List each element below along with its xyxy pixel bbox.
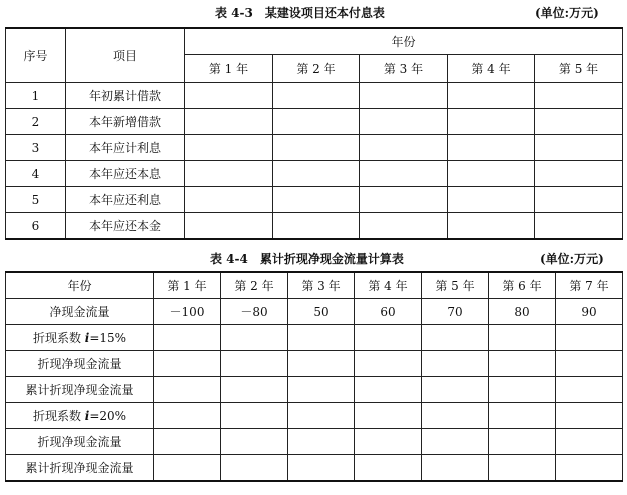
cell bbox=[221, 351, 288, 377]
table-row bbox=[6, 135, 623, 161]
cell bbox=[448, 187, 535, 213]
header-row bbox=[6, 272, 623, 299]
row-seq: 6 bbox=[6, 213, 66, 240]
cell bbox=[221, 325, 288, 351]
header-year: 第 5 年 bbox=[422, 272, 489, 299]
label-text: =20% bbox=[89, 409, 127, 423]
value-cell: 50 bbox=[288, 299, 355, 325]
label-text: 累计折现净现金流量 bbox=[25, 383, 134, 397]
cell bbox=[273, 135, 360, 161]
cell bbox=[448, 83, 535, 109]
table-row bbox=[6, 299, 623, 325]
cell bbox=[288, 351, 355, 377]
cell bbox=[221, 377, 288, 403]
label-text: 折现净现金流量 bbox=[37, 435, 122, 449]
cell bbox=[448, 213, 535, 240]
cell bbox=[556, 429, 623, 455]
value-cell: 80 bbox=[489, 299, 556, 325]
header-year: 第 4 年 bbox=[448, 55, 535, 83]
row-item: 本年新增借款 bbox=[66, 109, 185, 135]
cell bbox=[355, 325, 422, 351]
cell bbox=[489, 325, 556, 351]
cell bbox=[154, 403, 221, 429]
row-seq: 2 bbox=[6, 109, 66, 135]
cell bbox=[221, 455, 288, 482]
cell bbox=[221, 429, 288, 455]
label-variable: i bbox=[84, 331, 90, 345]
cell bbox=[185, 161, 273, 187]
cell bbox=[360, 187, 448, 213]
cell bbox=[288, 325, 355, 351]
row-seq: 3 bbox=[6, 135, 66, 161]
cell bbox=[556, 325, 623, 351]
cell bbox=[273, 83, 360, 109]
cell bbox=[535, 109, 623, 135]
cell bbox=[422, 403, 489, 429]
cell bbox=[355, 377, 422, 403]
table-row bbox=[6, 213, 623, 240]
cell bbox=[154, 325, 221, 351]
row-item: 年初累计借款 bbox=[66, 83, 185, 109]
cell bbox=[355, 351, 422, 377]
cell bbox=[185, 213, 273, 240]
table-row bbox=[6, 109, 623, 135]
cell bbox=[556, 377, 623, 403]
cell bbox=[154, 455, 221, 482]
table-row bbox=[6, 161, 623, 187]
cell bbox=[489, 403, 556, 429]
cell bbox=[185, 109, 273, 135]
row-item: 本年应计利息 bbox=[66, 135, 185, 161]
cell bbox=[154, 429, 221, 455]
table-row bbox=[6, 351, 623, 377]
table-row bbox=[6, 83, 623, 109]
cell bbox=[273, 187, 360, 213]
cell bbox=[489, 429, 556, 455]
label-text: 累计折现净现金流量 bbox=[25, 461, 134, 475]
repayment-table bbox=[5, 27, 623, 240]
cell bbox=[422, 377, 489, 403]
row-item: 本年应还本息 bbox=[66, 161, 185, 187]
cell bbox=[535, 83, 623, 109]
cell bbox=[273, 213, 360, 240]
cell bbox=[535, 161, 623, 187]
cell bbox=[535, 135, 623, 161]
table-row bbox=[6, 403, 623, 429]
cell bbox=[489, 377, 556, 403]
cell bbox=[489, 455, 556, 482]
cell bbox=[360, 83, 448, 109]
label-text: 折现净现金流量 bbox=[37, 357, 122, 371]
cell bbox=[154, 377, 221, 403]
table-row bbox=[6, 455, 623, 482]
cell bbox=[355, 455, 422, 482]
cell bbox=[360, 213, 448, 240]
cell bbox=[185, 83, 273, 109]
header-item: 项目 bbox=[66, 28, 185, 83]
table-4-4-caption: 表 4-4 累计折现净现金流量计算表 bbox=[210, 252, 404, 266]
cell bbox=[448, 135, 535, 161]
header-year: 第 6 年 bbox=[489, 272, 556, 299]
cell bbox=[448, 109, 535, 135]
table-4-4-unit: (单位:万元) bbox=[540, 252, 604, 266]
cell bbox=[288, 429, 355, 455]
cell bbox=[355, 403, 422, 429]
table-4-3-unit: (单位:万元) bbox=[535, 6, 599, 20]
row-label bbox=[6, 377, 154, 403]
cell bbox=[535, 213, 623, 240]
cell bbox=[422, 325, 489, 351]
table-4-3-caption: 表 4-3 某建设项目还本付息表 bbox=[215, 6, 385, 20]
row-label bbox=[6, 429, 154, 455]
row-seq: 1 bbox=[6, 83, 66, 109]
label-text: =15% bbox=[89, 331, 127, 345]
row-seq: 5 bbox=[6, 187, 66, 213]
cell bbox=[422, 429, 489, 455]
header-year: 第 5 年 bbox=[535, 55, 623, 83]
cell bbox=[556, 403, 623, 429]
row-label bbox=[6, 455, 154, 482]
label-text: 折现系数 bbox=[32, 409, 85, 423]
header-years-group: 年份 bbox=[185, 28, 623, 55]
discounted-cash-flow-table bbox=[5, 271, 623, 482]
cell bbox=[360, 109, 448, 135]
header-year: 第 2 年 bbox=[221, 272, 288, 299]
header-year: 第 7 年 bbox=[556, 272, 623, 299]
cell bbox=[288, 455, 355, 482]
cell bbox=[422, 455, 489, 482]
cell bbox=[288, 377, 355, 403]
cell bbox=[288, 403, 355, 429]
row-item: 本年应还利息 bbox=[66, 187, 185, 213]
cell bbox=[355, 429, 422, 455]
cell bbox=[556, 455, 623, 482]
cell bbox=[154, 351, 221, 377]
row-label bbox=[6, 351, 154, 377]
table-row bbox=[6, 429, 623, 455]
row-item: 本年应还本金 bbox=[66, 213, 185, 240]
label-text: 折现系数 bbox=[32, 331, 85, 345]
value-cell: －80 bbox=[221, 299, 288, 325]
cell bbox=[448, 161, 535, 187]
header-year: 第 1 年 bbox=[185, 55, 273, 83]
cell bbox=[185, 135, 273, 161]
cell bbox=[489, 351, 556, 377]
label-variable: i bbox=[84, 409, 90, 423]
cell bbox=[185, 187, 273, 213]
row-label bbox=[6, 403, 154, 429]
header-seq: 序号 bbox=[6, 28, 66, 83]
row-label bbox=[6, 325, 154, 351]
cell bbox=[556, 351, 623, 377]
table-row bbox=[6, 377, 623, 403]
header-year: 第 2 年 bbox=[273, 55, 360, 83]
value-cell: 70 bbox=[422, 299, 489, 325]
cell bbox=[273, 109, 360, 135]
cell bbox=[221, 403, 288, 429]
header-year: 第 4 年 bbox=[355, 272, 422, 299]
cell bbox=[422, 351, 489, 377]
cell bbox=[273, 161, 360, 187]
header-year: 第 3 年 bbox=[288, 272, 355, 299]
header-year: 第 1 年 bbox=[154, 272, 221, 299]
cell bbox=[535, 187, 623, 213]
cell bbox=[360, 135, 448, 161]
value-cell: 60 bbox=[355, 299, 422, 325]
row-label: 净现金流量 bbox=[6, 299, 154, 325]
value-cell: 90 bbox=[556, 299, 623, 325]
row-seq: 4 bbox=[6, 161, 66, 187]
table-row bbox=[6, 187, 623, 213]
header-label: 年份 bbox=[6, 272, 154, 299]
header-year: 第 3 年 bbox=[360, 55, 448, 83]
value-cell: －100 bbox=[154, 299, 221, 325]
cell bbox=[360, 161, 448, 187]
table-row bbox=[6, 325, 623, 351]
